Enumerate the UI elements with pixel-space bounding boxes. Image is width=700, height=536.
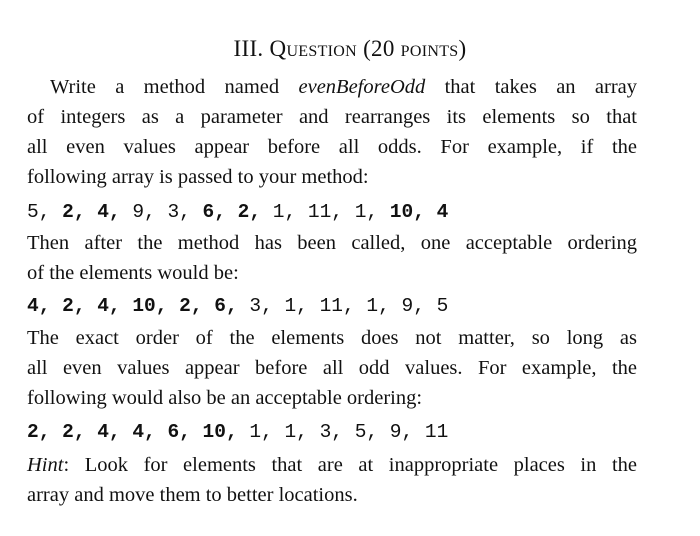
array-value: 9 [132, 201, 145, 223]
array-value: 9 [389, 421, 402, 443]
intro-line-3: all even values appear before all odds. For example, if the [27, 136, 637, 158]
input-array [27, 197, 448, 227]
array-value: 4 [436, 201, 449, 223]
hint-line-2: array and move them to better locations. [27, 484, 358, 506]
array-separator: , [179, 421, 203, 443]
array-separator: , [38, 295, 63, 317]
array-separator: , [179, 201, 203, 223]
array-separator: , [261, 421, 285, 443]
array-value: 5 [27, 201, 39, 223]
intro-line-4: following array is passed to your method: [27, 166, 369, 188]
array-separator: , [214, 201, 238, 223]
array-value: 11 [307, 201, 332, 223]
array-separator: , [413, 295, 437, 317]
array-value: 11 [424, 421, 449, 443]
array-value: 5 [436, 295, 449, 317]
acceptable-array-1 [27, 291, 448, 321]
array-separator: , [261, 295, 285, 317]
array-separator: , [108, 201, 133, 223]
array-separator: , [144, 421, 168, 443]
array-separator: , [366, 201, 390, 223]
acceptable-array-2 [27, 417, 448, 447]
middle-paragraph [27, 228, 637, 288]
array-separator: , [284, 201, 308, 223]
intro-text-end: that takes an array [425, 76, 637, 98]
order-line-3: following would also be an acceptable ordering: [27, 387, 423, 409]
order-line-1: The exact order of the elements does not matter, so long as [27, 327, 637, 349]
method-name: evenBeforeOdd [298, 76, 426, 98]
middle-line-2: of the elements would be: [27, 262, 239, 284]
array-value: 2 [237, 201, 250, 223]
array-value: 3 [167, 201, 180, 223]
array-value: 2 [62, 201, 74, 223]
array-separator: , [401, 421, 425, 443]
intro-paragraph [27, 72, 637, 192]
middle-line-1: Then after the method has been called, one acceptable ordering [27, 232, 637, 254]
array-value: 6 [167, 421, 180, 443]
section-numeral: III. [233, 36, 264, 61]
array-separator: , [296, 295, 320, 317]
array-value: 4 [132, 421, 145, 443]
array-value: 2 [62, 295, 74, 317]
array-separator: , [225, 295, 250, 317]
array-separator: , [225, 421, 250, 443]
array-value: 3 [249, 295, 262, 317]
array-value: 4 [97, 295, 109, 317]
hint-line-1 [27, 450, 637, 480]
array-separator: , [413, 201, 437, 223]
array-separator: , [73, 295, 98, 317]
question-heading [0, 36, 700, 62]
array-value: 6 [214, 295, 226, 317]
array-separator: , [190, 295, 215, 317]
intro-line-1 [27, 72, 637, 102]
intro-text-start: Write a method named [50, 76, 299, 98]
array-separator: , [249, 201, 273, 223]
section-points: (20 points) [363, 36, 467, 61]
intro-line-2: of integers as a parameter and rearranges its elements so that [27, 106, 637, 128]
array-value: 1 [354, 201, 367, 223]
array-separator: , [73, 201, 98, 223]
array-separator: , [331, 421, 355, 443]
array-value: 4 [97, 421, 109, 443]
array-separator: , [378, 295, 402, 317]
array-value: 2 [179, 295, 191, 317]
array-value: 1 [249, 421, 262, 443]
array-value: 10 [132, 295, 156, 317]
array-separator: , [73, 421, 98, 443]
array-separator: , [366, 421, 390, 443]
array-value: 1 [272, 201, 285, 223]
array-value: 1 [366, 295, 379, 317]
hint-text: : Look for elements that are at inappropriate places in the [63, 454, 637, 476]
array-value: 10 [389, 201, 414, 223]
hint-label: Hint [27, 454, 64, 476]
section-title: Question [269, 36, 357, 61]
array-separator: , [144, 201, 168, 223]
array-value: 4 [97, 201, 109, 223]
array-separator: , [342, 295, 367, 317]
order-paragraph [27, 323, 637, 413]
array-separator: , [296, 421, 320, 443]
array-separator: , [38, 201, 63, 223]
array-separator: , [331, 201, 355, 223]
array-value: 5 [354, 421, 367, 443]
array-value: 10 [202, 421, 226, 443]
array-value: 1 [284, 421, 297, 443]
array-value: 2 [27, 421, 39, 443]
array-separator: , [108, 421, 133, 443]
array-value: 2 [62, 421, 74, 443]
array-value: 9 [401, 295, 414, 317]
array-separator: , [38, 421, 63, 443]
array-value: 3 [319, 421, 332, 443]
array-value: 11 [319, 295, 343, 317]
array-separator: , [155, 295, 180, 317]
array-value: 6 [202, 201, 215, 223]
array-separator: , [108, 295, 133, 317]
array-value: 1 [284, 295, 297, 317]
order-line-2: all even values appear before all odd values. For example, the [27, 357, 637, 379]
hint-paragraph [27, 450, 637, 510]
array-value: 4 [27, 295, 39, 317]
